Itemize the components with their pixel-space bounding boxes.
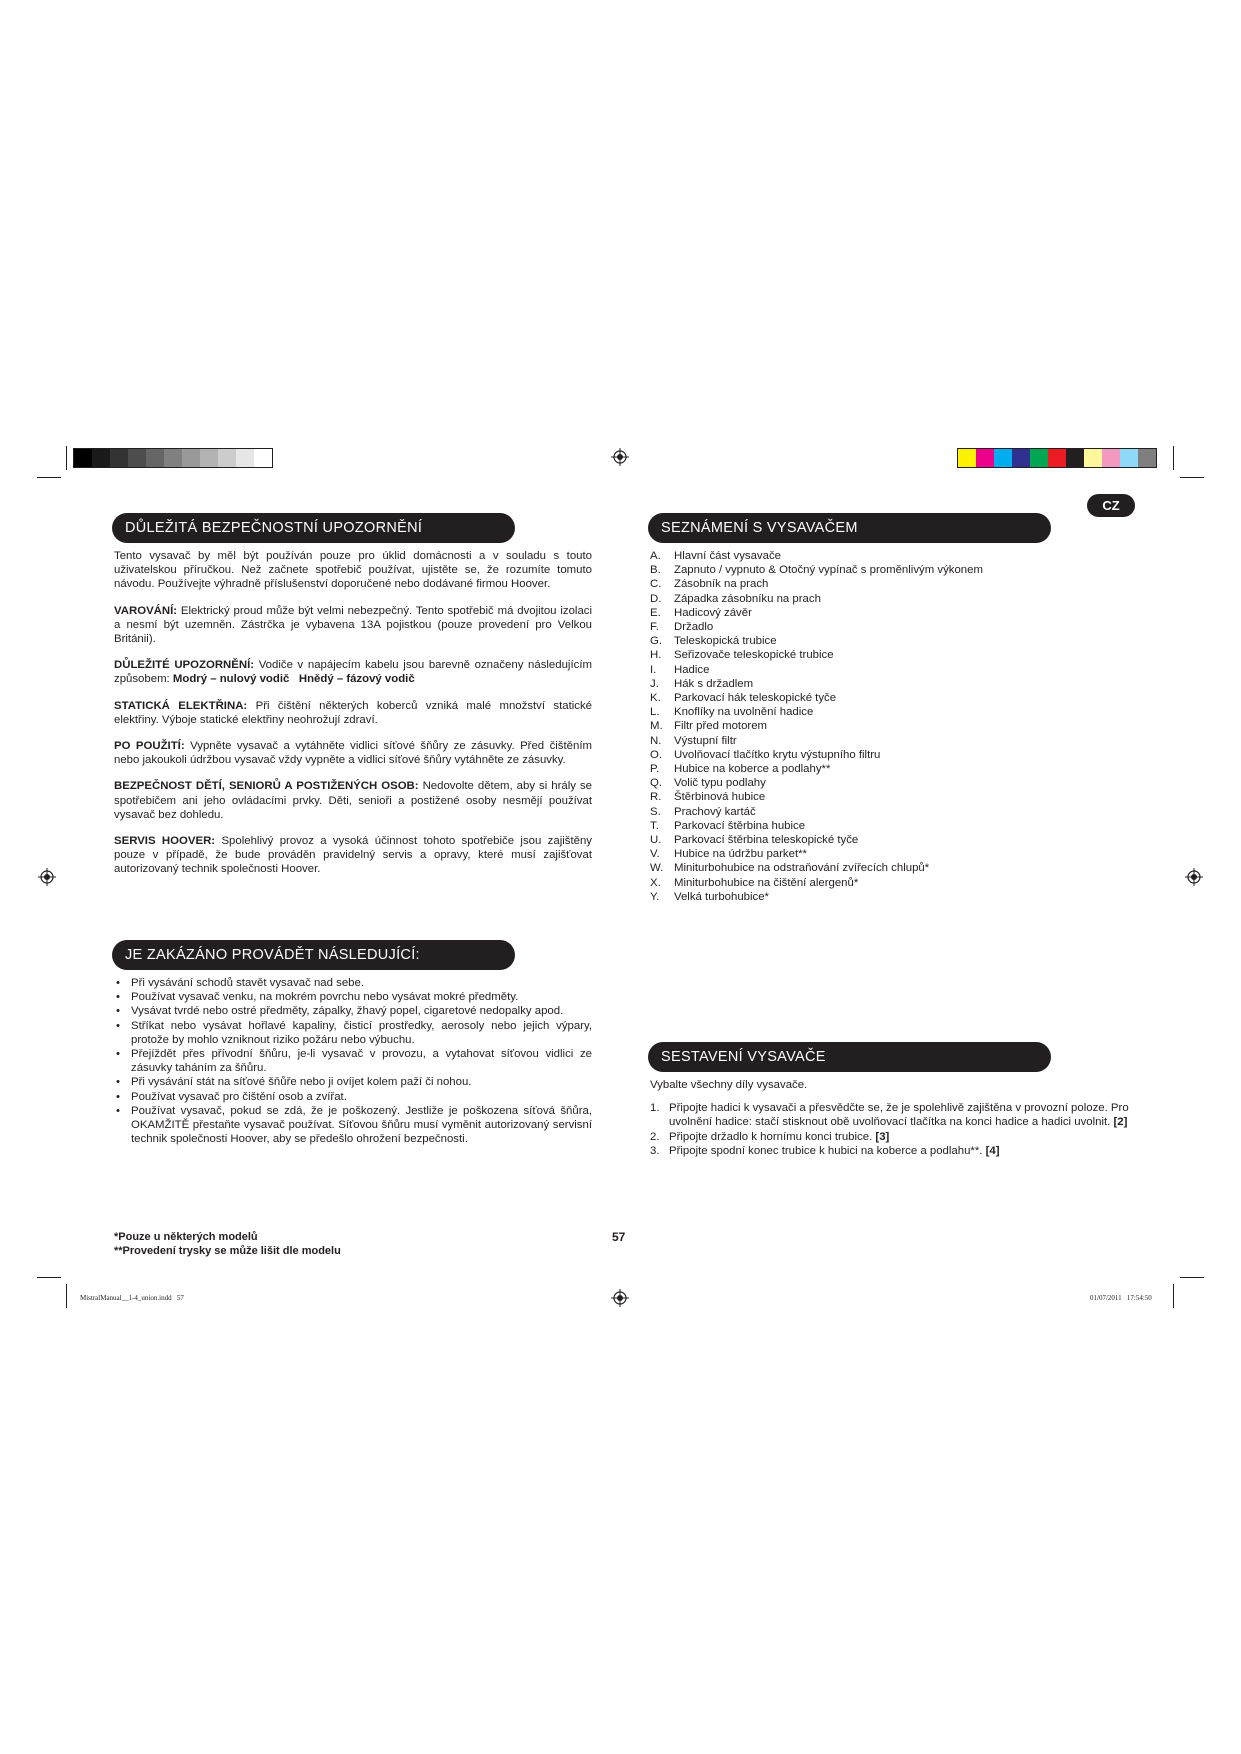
- step-body: [669, 1144, 1000, 1158]
- part-item: [650, 606, 1130, 620]
- part-key: O.: [650, 748, 663, 761]
- registration-mark-icon: [1185, 868, 1203, 886]
- part-label: Parkovací štěrbina hubice: [674, 819, 806, 832]
- safety-section-header: DŮLEŽITÁ BEZPEČNOSTNÍ UPOZORNĚNÍ: [112, 513, 515, 543]
- part-label: Hubice na údržbu parket**: [674, 848, 807, 861]
- part-label: Uvolňovací tlačítko krytu výstupního filtru: [674, 748, 881, 761]
- gray-swatch: [74, 449, 92, 467]
- assembly-step: [650, 1101, 1132, 1129]
- static-label: STATICKÁ ELEKTŘINA:: [114, 699, 248, 712]
- part-item: [650, 663, 1130, 677]
- assembly-steps: [650, 1101, 1132, 1158]
- part-item: [650, 577, 1130, 591]
- part-item: [650, 805, 1130, 819]
- assembly-intro: Vybalte všechny díly vysavače.: [650, 1079, 808, 1091]
- part-label: Zásobník na prach: [674, 578, 769, 591]
- color-swatch: [1084, 449, 1102, 467]
- gray-swatch: [200, 449, 218, 467]
- part-label: Velká turbohubice*: [674, 890, 769, 903]
- part-item: [650, 634, 1130, 648]
- part-item: [650, 890, 1130, 904]
- gray-swatch: [92, 449, 110, 467]
- after-use-paragraph: [114, 739, 592, 767]
- forbidden-item: • Při vysávání stát na síťové šňůře nebo ji ovíjet kolem paží či nohou.: [114, 1075, 592, 1089]
- gray-swatch: [182, 449, 200, 467]
- parts-list: [650, 549, 1130, 904]
- part-key: M.: [650, 720, 663, 733]
- forbidden-item: • Používat vysavač, pokud se zdá, že je poškozený. Jestliže je poškozena síťová šňůra, OKAMŽITĚ přestaňte vysavač používat. Síťovou šňůru musí vyměnit autorizovaný servisní technik společnosti Hoover, aby se předešlo ohrožení bezpečnosti.: [114, 1104, 592, 1147]
- gray-swatch: [254, 449, 272, 467]
- figure-reference: [3]: [875, 1130, 890, 1143]
- part-key: U.: [650, 834, 662, 847]
- part-key: B.: [650, 564, 661, 577]
- step-body: [669, 1101, 1132, 1129]
- print-timestamp: 01/07/2011 17:54:50: [1090, 1294, 1152, 1302]
- registration-mark-icon: [38, 868, 56, 886]
- crop-mark: [1180, 1277, 1204, 1278]
- part-label: Teleskopická trubice: [674, 635, 777, 648]
- notice-paragraph: [114, 658, 592, 686]
- color-swatch: [1048, 449, 1066, 467]
- notice-text: Vodiče v napájecím kabelu jsou barevně označeny následujícím způsobem:: [114, 659, 592, 686]
- part-key: X.: [650, 876, 661, 889]
- part-item: [650, 833, 1130, 847]
- part-item: [650, 847, 1130, 861]
- forbidden-section-body: [114, 976, 592, 1146]
- static-text: Při čištění některých koberců vzniká malé množství statické elektřiny. Výboje statické elektřiny neohrožují zdraví.: [114, 699, 593, 726]
- part-label: Výstupní filtr: [674, 734, 737, 747]
- part-item: [650, 648, 1130, 662]
- part-key: N.: [650, 734, 662, 747]
- forbidden-item: • Používat vysavač pro čištění osob a zvířat.: [114, 1090, 592, 1104]
- figure-reference: [4]: [985, 1144, 1000, 1157]
- part-key: W.: [650, 862, 664, 875]
- color-swatch: [1102, 449, 1120, 467]
- part-key: K.: [650, 692, 661, 705]
- part-label: Miniturbohubice na odstraňování zvířecích chlupů*: [674, 862, 930, 875]
- part-item: [650, 705, 1130, 719]
- part-label: Parkovací štěrbina teleskopické tyče: [674, 834, 859, 847]
- color-swatch: [1012, 449, 1030, 467]
- part-label: Držadlo: [674, 621, 714, 634]
- part-key: V.: [650, 848, 660, 861]
- part-label: Západka zásobníku na prach: [674, 592, 821, 605]
- part-key: L.: [650, 706, 660, 719]
- part-item: [650, 762, 1130, 776]
- part-key: E.: [650, 606, 661, 619]
- part-label: Štěrbinová hubice: [674, 791, 766, 804]
- part-item: [650, 691, 1130, 705]
- part-label: Volič typu podlahy: [674, 777, 766, 790]
- part-key: Y.: [650, 890, 660, 903]
- after-use-label: PO POUŽITÍ:: [114, 740, 185, 753]
- service-paragraph: [114, 834, 592, 877]
- part-key: P.: [650, 763, 660, 776]
- notice-label: DŮLEŽITÉ UPOZORNĚNÍ:: [114, 659, 255, 672]
- part-key: H.: [650, 649, 662, 662]
- gray-swatch: [128, 449, 146, 467]
- warning-label: VAROVÁNÍ:: [114, 604, 178, 617]
- warning-text: Elektrický proud může být velmi nebezpečný. Tento spotřebič má dvojitou izolaci a nesmí být uzemněn. Zástrčka je vybavena 13A pojistkou (pouze provedení pro Velkou Británii).: [114, 604, 592, 646]
- color-swatch: [1138, 449, 1156, 467]
- part-item: [650, 719, 1130, 733]
- part-key: R.: [650, 791, 662, 804]
- children-safety-label: BEZPEČNOST DĚTÍ, SENIORŮ A POSTIŽENÝCH OSOB:: [114, 780, 419, 793]
- crop-mark: [66, 1284, 67, 1308]
- parts-section-header: SEZNÁMENÍ S VYSAVAČEM: [648, 513, 1051, 543]
- part-key: G.: [650, 635, 663, 648]
- forbidden-section-header: JE ZAKÁZÁNO PROVÁDĚT NÁSLEDUJÍCÍ:: [112, 940, 515, 970]
- part-label: Parkovací hák teleskopické tyče: [674, 692, 837, 705]
- page-number: 57: [612, 1230, 626, 1244]
- assembly-section-header: SESTAVENÍ VYSAVAČE: [648, 1042, 1051, 1072]
- children-safety-text: Nedovolte dětem, aby si hrály se spotřebičem ani jeho ovládacími prvky. Děti, senioři a postižené osoby nesmějí používat vysavač bez dohledu.: [114, 780, 592, 821]
- assembly-step: [650, 1130, 1132, 1144]
- part-item: [650, 776, 1130, 790]
- forbidden-item: • Při vysávání schodů stavět vysavač nad sebe.: [114, 976, 592, 990]
- gray-swatch: [164, 449, 182, 467]
- forbidden-item: • Přejíždět přes přívodní šňůru, je-li vysavač v provozu, a vytahovat síťovou vidlici ze zásuvky taháním za šňůru.: [114, 1047, 592, 1075]
- crop-mark: [1180, 477, 1204, 478]
- forbidden-item: • Vysávat tvrdé nebo ostré předměty, zápalky, žhavý popel, cigaretové nedopalky apod.: [114, 1004, 592, 1018]
- part-item: [650, 876, 1130, 890]
- assembly-section-body: [650, 1078, 1132, 1158]
- grayscale-calibration-bar: [73, 448, 273, 468]
- step-text: Připojte spodní konec trubice k hubici na koberce a podlahu**.: [669, 1144, 986, 1157]
- step-body: [669, 1130, 889, 1144]
- step-number: 2.: [650, 1130, 660, 1143]
- gray-swatch: [218, 449, 236, 467]
- part-item: [650, 861, 1130, 875]
- part-key: I.: [650, 663, 657, 676]
- safety-intro: Tento vysavač by měl být používán pouze pro úklid domácnosti a v souladu s touto uživatelskou příručkou. Než začnete spotřebič používat, ujistěte se, že rozumíte tomuto návodu. Používejte výhradně příslušenství doporučené nebo dodávané firmou Hoover.: [114, 550, 592, 591]
- registration-mark-icon: [611, 1289, 629, 1307]
- color-swatch: [994, 449, 1012, 467]
- gray-swatch: [236, 449, 254, 467]
- part-label: Knoflíky na uvolnění hadice: [674, 706, 814, 719]
- footnote-nozzle-variation: **Provedení trysky se může lišit dle modelu: [114, 1245, 341, 1257]
- part-key: F.: [650, 621, 659, 634]
- warning-paragraph: [114, 604, 592, 647]
- part-key: T.: [650, 819, 659, 832]
- part-label: Hák s držadlem: [674, 677, 754, 690]
- step-text: Připojte držadlo k hornímu konci trubice.: [669, 1130, 876, 1143]
- language-badge: CZ: [1087, 494, 1135, 517]
- part-label: Miniturbohubice na čištění alergenů*: [674, 876, 859, 889]
- part-key: C.: [650, 578, 662, 591]
- part-item: [650, 790, 1130, 804]
- parts-section-body: [650, 549, 1130, 904]
- crop-mark: [1173, 1284, 1174, 1308]
- color-swatch: [1066, 449, 1084, 467]
- gray-swatch: [110, 449, 128, 467]
- part-label: Hadicový závěr: [674, 606, 752, 619]
- crop-mark: [37, 477, 61, 478]
- step-number: 1.: [650, 1102, 660, 1115]
- service-text: Spolehlivý provoz a vysoká účinnost tohoto spotřebiče jsou zajištěny pouze v případě, že bude prováděn pravidelný servis a opravy, které musí zajišťovat autorizovaný technik společnosti Hoover.: [114, 835, 592, 876]
- static-paragraph: [114, 699, 592, 727]
- part-item: [650, 734, 1130, 748]
- part-label: Seřizovače teleskopické trubice: [674, 649, 834, 662]
- forbidden-item: • Stříkat nebo vysávat hořlavé kapaliny, čisticí prostředky, aerosoly nebo jejich výpary, protože by mohlo vzniknout riziko požáru nebo výbuchu.: [114, 1019, 592, 1047]
- part-item: [650, 819, 1130, 833]
- color-swatch: [958, 449, 976, 467]
- wire-colors: Modrý – nulový vodič Hnědý – fázový vodič: [172, 673, 415, 686]
- part-label: Hubice na koberce a podlahy**: [674, 763, 831, 776]
- part-item: [650, 563, 1130, 577]
- part-label: Filtr před motorem: [674, 720, 768, 733]
- part-item: [650, 549, 1130, 563]
- crop-mark: [66, 446, 67, 470]
- color-swatch: [976, 449, 994, 467]
- part-key: A.: [650, 550, 661, 562]
- part-label: Prachový kartáč: [674, 805, 756, 818]
- forbidden-item: • Používat vysavač venku, na mokrém povrchu nebo vysávat mokré předměty.: [114, 990, 592, 1004]
- part-label: Hadice: [674, 663, 710, 676]
- safety-section-body: [114, 549, 592, 889]
- part-item: [650, 748, 1130, 762]
- part-item: [650, 677, 1130, 691]
- assembly-step: [650, 1144, 1132, 1158]
- part-key: D.: [650, 592, 662, 605]
- step-number: 3.: [650, 1144, 660, 1157]
- crop-mark: [1173, 446, 1174, 470]
- figure-reference: [2]: [1113, 1116, 1128, 1129]
- footnote-some-models: *Pouze u některých modelů: [114, 1231, 258, 1243]
- part-label: Hlavní část vysavače: [674, 550, 781, 562]
- forbidden-list: [114, 976, 592, 1146]
- after-use-text: Vypněte vysavač a vytáhněte vidlici síťové šňůry ze zásuvky. Před čištěním nebo jakoukoli údržbou vysavač vždy vypněte a vidlici síťové šňůry vytáhněte ze zásuvky.: [114, 740, 592, 767]
- step-text: Připojte hadici k vysavači a přesvědčte se, že je spolehlivě zajištěna v provozní poloze. Pro uvolnění hadice: stačí stisknout obě uvolňovací tlačítka na konci hadice a hadici uvolnit.: [669, 1102, 1129, 1129]
- part-item: [650, 620, 1130, 634]
- color-swatch: [1120, 449, 1138, 467]
- service-label: SERVIS HOOVER:: [114, 835, 216, 848]
- part-key: J.: [650, 677, 659, 690]
- part-label: Zapnuto / vypnuto & Otočný vypínač s proměnlivým výkonem: [674, 564, 983, 577]
- crop-mark: [37, 1277, 61, 1278]
- children-safety-paragraph: [114, 779, 592, 822]
- registration-mark-icon: [611, 448, 629, 466]
- part-key: Q.: [650, 777, 663, 790]
- file-slug: MistralManual__1-4_union.indd 57: [80, 1294, 184, 1302]
- color-swatch: [1030, 449, 1048, 467]
- gray-swatch: [146, 449, 164, 467]
- color-calibration-bar: [957, 448, 1157, 468]
- part-item: [650, 592, 1130, 606]
- part-key: S.: [650, 805, 661, 818]
